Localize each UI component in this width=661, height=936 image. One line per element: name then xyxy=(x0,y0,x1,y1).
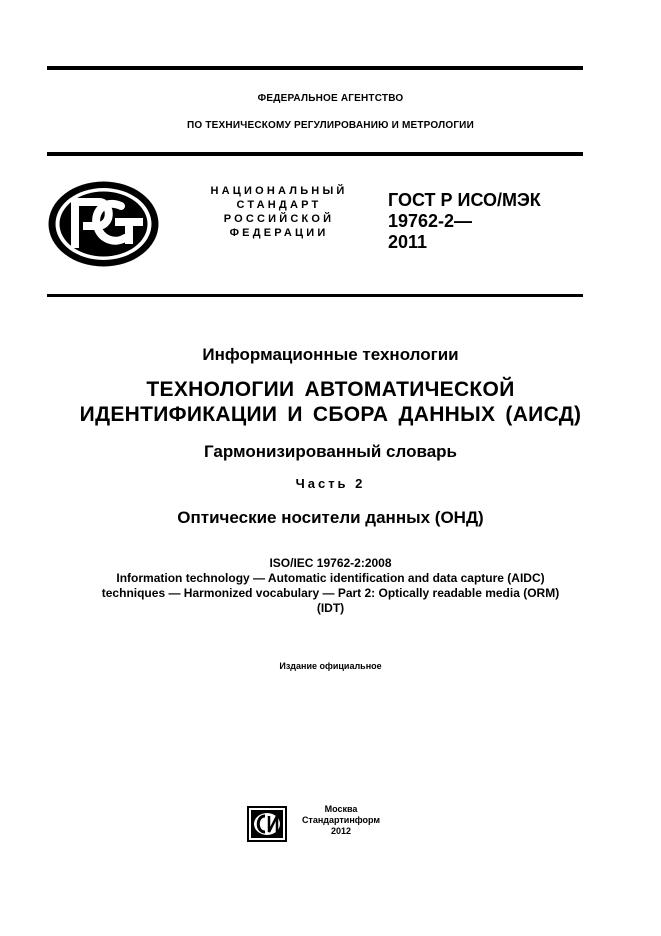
part-title: Оптические носители данных (ОНД) xyxy=(177,508,484,527)
agency-name-line2: ПО ТЕХНИЧЕСКОМУ РЕГУЛИРОВАНИЮ И МЕТРОЛОГИИ xyxy=(187,120,474,131)
iso-title-line2: techniques — Harmonized vocabulary — Part 2: Optically readable media (ORM) xyxy=(101,586,560,600)
main-title-line2: ИДЕНТИФИКАЦИИ И СБОРА ДАННЫХ (АИСД) xyxy=(79,403,582,426)
iso-title-line1: Information technology — Automatic identification and data capture (AIDC) xyxy=(116,571,545,585)
national-standard-line1: НАЦИОНАЛЬНЫЙ xyxy=(210,185,348,197)
iso-title-line3: (IDT) xyxy=(316,601,345,615)
rst-mark-icon xyxy=(47,180,160,268)
part-number: Часть 2 xyxy=(295,476,366,491)
agency-name-line1: ФЕДЕРАЛЬНОЕ АГЕНТСТВО xyxy=(257,93,404,104)
standartinform-logo-icon xyxy=(247,806,287,842)
standard-code-line2: 19762-2— xyxy=(388,211,473,231)
edition-label: Издание официальное xyxy=(279,661,382,671)
publisher-info xyxy=(291,804,391,837)
top-rule xyxy=(47,66,583,70)
national-standard-line2: СТАНДАРТ xyxy=(236,199,322,211)
publisher-year: 2012 xyxy=(330,826,352,836)
subtitle: Гармонизированный словарь xyxy=(204,442,457,461)
header-bottom-rule xyxy=(47,152,583,156)
iso-code: ISO/IEC 19762-2:2008 xyxy=(269,556,392,570)
national-standard-label xyxy=(180,184,378,240)
main-title-line1: ТЕХНОЛОГИИ АВТОМАТИЧЕСКОЙ xyxy=(146,378,515,401)
national-standard-line3: РОССИЙСКОЙ xyxy=(223,213,335,225)
standard-code-line3: 2011 xyxy=(388,232,428,252)
standard-code-line1: ГОСТ Р ИСО/МЭК xyxy=(388,190,541,210)
national-standard-line4: ФЕДЕРАЦИИ xyxy=(229,227,329,239)
designation-bottom-rule xyxy=(47,294,583,297)
topic-title: Информационные технологии xyxy=(202,345,459,364)
publisher-city: Москва xyxy=(324,804,358,814)
publisher-name: Стандартинформ xyxy=(301,815,381,825)
standard-designation xyxy=(388,190,588,253)
